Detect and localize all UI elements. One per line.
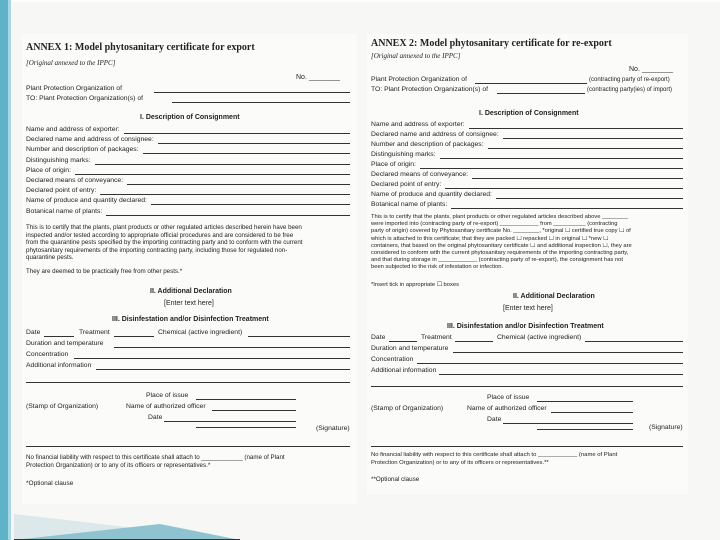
fill-line <box>420 168 683 169</box>
consignment-field-label: Name and address of exporter: <box>26 126 120 133</box>
consignment-field-label: Declared means of conveyance: <box>371 171 469 178</box>
annex1-subtitle: [Original annexed to the IPPC] <box>26 59 116 67</box>
annex2-date-label: Date <box>371 334 386 341</box>
consignment-field-label: Distinguishing marks: <box>26 156 91 164</box>
text-line: were imported into (contracting party of re-export) ____________ from __________ (contracting <box>371 221 618 228</box>
annex2-header-field: Plant Protection Organization of <box>371 76 467 83</box>
annex1-signature-label: (Signature) <box>316 425 350 432</box>
annex2-stamp-label: (Stamp of Organization) <box>371 405 444 412</box>
fill-line <box>451 208 683 209</box>
fill-line <box>453 352 683 353</box>
annex2-section1-title: I. Description of Consignment <box>479 110 579 117</box>
annex2-header-suffix: (contracting party of re-export) <box>589 77 670 83</box>
annex1-section1-title: I. Description of Consignment <box>140 114 240 121</box>
fill-line <box>44 336 74 337</box>
consignment-field-label: Declared point of entry: <box>371 181 442 188</box>
annex2-optional-clause: **Optional clause <box>371 476 420 483</box>
text-line: quarantine pests. <box>26 254 74 262</box>
consignment-field-label: Name and address of exporter: <box>371 121 465 128</box>
fill-line <box>172 102 350 103</box>
fill-line <box>26 446 350 447</box>
fill-line <box>95 164 350 165</box>
fill-line <box>106 215 350 216</box>
fill-line <box>96 369 350 370</box>
annex1-deemed-text <box>26 268 352 276</box>
annex1-section3-title: III. Disinfestation and/or Disinfection Treatment <box>112 316 269 323</box>
annex1-header-field: TO: Plant Protection Organization(s) of <box>26 95 143 102</box>
fill-line <box>497 93 585 94</box>
fill-line <box>114 336 154 337</box>
fill-line <box>503 138 683 139</box>
text-line: containers, that based on the original phytosanitary certificate ☐ and additional inspection ☐, they are <box>371 242 632 249</box>
annex1-header-field: Plant Protection Organization of <box>26 85 122 92</box>
consignment-field-label: Name of produce and quantity declared: <box>26 197 147 205</box>
text-line: Protection Organization) or to any of its officers or representatives.** <box>371 459 549 466</box>
fill-line <box>164 421 296 422</box>
annex2-title: ANNEX 2: Model phytosanitary certificate for re-export <box>371 38 612 49</box>
annex2-enter-text: [Enter text here] <box>503 305 553 312</box>
annex2-number: No. ________ <box>629 66 673 73</box>
annex2-place-label: Place of issue <box>487 394 530 401</box>
text-line: They are deemed to be practically free from other pests.* <box>26 268 183 275</box>
annex1-date-label: Date <box>26 329 41 336</box>
annex1-officer-label: Name of authorized officer <box>126 403 206 410</box>
text-line: This is to certify that the plants, plant products or other regulated articles described above ________ <box>371 214 628 220</box>
consignment-field-label: Declared name and address of consignee: <box>26 136 154 144</box>
annex2-chemical-label: Chemical (active ingredient) <box>497 334 582 341</box>
consignment-field-label: Declared name and address of consignee: <box>371 131 499 138</box>
annex1-certification-text <box>26 224 352 262</box>
fill-line <box>371 446 683 447</box>
consignment-field-label: Declared means of conveyance: <box>26 177 124 184</box>
fill-line <box>124 133 350 134</box>
annex1-treatment-field: Concentration <box>26 351 69 358</box>
annex2-treatment-label: Treatment <box>421 334 452 341</box>
fill-line <box>127 184 350 185</box>
text-line: inspected and/or tested according to appropriate official procedures and are considered to be free <box>26 231 294 239</box>
fill-line <box>469 128 683 129</box>
annex2-officer-label: Name of authorized officer <box>467 405 547 412</box>
annex2-section2-title: II. Additional Declaration <box>513 293 595 300</box>
fill-line <box>158 143 350 144</box>
text-line: which is attached to this certificate; that they are packed ☐ repacked ☐ in original ☐ *new ☐ <box>371 235 609 242</box>
annex2-document <box>367 34 688 494</box>
consignment-field-label: Botanical name of plants: <box>371 201 448 208</box>
text-line: and that during storage in ____________ (contracting party of re-export), the consignment has not <box>371 257 624 264</box>
text-line: from the quarantine pests specified by the importing contracting party and to conform with the current <box>26 239 303 247</box>
consignment-field-label: Number and description of packages: <box>371 141 484 148</box>
fill-line <box>455 341 493 342</box>
fill-line <box>496 198 683 199</box>
annex2-certification-text <box>371 214 685 272</box>
fill-line <box>503 423 633 424</box>
fill-line <box>75 174 350 175</box>
fill-line <box>154 92 350 93</box>
fill-line <box>537 429 633 430</box>
fill-line <box>114 347 350 348</box>
consignment-field-label: Place of origin: <box>371 161 416 168</box>
fill-line <box>440 158 683 159</box>
annex1-place-label: Place of issue <box>146 392 189 399</box>
page-curl-decoration <box>0 510 240 540</box>
annex2-insert-tick: *Insert tick in appropriate ☐ boxes <box>371 282 460 288</box>
annex1-title: ANNEX 1: Model phytosanitary certificate for export <box>26 42 255 53</box>
consignment-field-label: Botanical name of plants: <box>26 207 103 215</box>
annex1-treatment-label: Treatment <box>79 329 110 336</box>
fill-line <box>537 401 633 402</box>
accent-bar <box>0 0 8 540</box>
consignment-field-label: Name of produce and quantity declared: <box>371 191 492 198</box>
fill-line <box>551 412 633 413</box>
annex1-number: No. ________ <box>296 74 340 81</box>
fill-line <box>151 204 350 205</box>
fill-line <box>74 358 350 359</box>
text-line: considered to conform with the current phytosanitary requirements of the importing contracting party, <box>371 250 629 257</box>
text-line: been subjected to the risk of infestation or infection. <box>371 264 504 271</box>
fill-line <box>445 188 683 189</box>
annex2-treatment-field: Additional information <box>371 367 437 374</box>
fill-line <box>212 410 296 411</box>
fill-line <box>439 374 683 375</box>
annex2-header-suffix: (contracting party(ies) of import) <box>587 87 673 93</box>
fill-line <box>472 178 683 179</box>
annex2-date2-label: Date <box>487 416 502 423</box>
annex1-treatment-field: Duration and temperature <box>26 340 104 347</box>
annex2-section3-title: III. Disinfestation and/or Disinfection Treatment <box>447 323 604 330</box>
annex1-optional-clause: *Optional clause <box>26 480 74 487</box>
annex1-section2-title: II. Additional Declaration <box>150 288 232 295</box>
annex2-header-field: TO: Plant Protection Organization(s) of <box>371 86 488 93</box>
annex1-chemical-label: Chemical (active ingredient) <box>158 329 243 336</box>
consignment-field-label: Distinguishing marks: <box>371 151 436 158</box>
text-line: No financial liability with respect to this certificate shall attach to ____________ (name of Plant <box>26 454 285 461</box>
annex2-treatment-field: Concentration <box>371 356 414 363</box>
text-line: No financial liability with respect to this certificate shall attach to ____________ (name of Plant <box>371 452 618 458</box>
text-line: Protection Organization) or to any of its officers or representatives.* <box>26 461 211 469</box>
fill-line <box>100 194 350 195</box>
accent-bar-light <box>8 0 11 540</box>
text-line: phytosanitary requirements of the importing contracting party, including those for regulated non- <box>26 246 288 254</box>
fill-line <box>585 341 683 342</box>
fill-line <box>417 363 683 364</box>
annex1-date2-label: Date <box>148 414 163 421</box>
text-line: This is to certify that the plants, plant products or other regulated articles described herein have been <box>26 224 302 231</box>
annex2-treatment-field: Duration and temperature <box>371 345 449 352</box>
fill-line <box>196 427 296 428</box>
fill-line <box>196 399 296 400</box>
text-line: party of origin) covered by Phytosanitary certificate No. ________, *original ☐ certified true copy ☐ of <box>371 228 631 235</box>
consignment-field-label: Place of origin: <box>26 166 71 174</box>
fill-line <box>371 386 683 387</box>
consignment-field-label: Declared point of entry: <box>26 187 97 195</box>
fill-line <box>26 382 350 383</box>
consignment-field-label: Number and description of packages: <box>26 146 139 154</box>
annex1-document <box>22 34 357 504</box>
annex1-liability-text <box>26 454 352 469</box>
fill-line <box>389 341 417 342</box>
annex1-stamp-label: (Stamp of Organization) <box>26 403 99 410</box>
fill-line <box>143 153 350 154</box>
annex1-enter-text: [Enter text here] <box>164 300 214 307</box>
annex2-subtitle: [Original annexed to the IPPC] <box>371 52 461 60</box>
fill-line <box>488 148 683 149</box>
annex1-treatment-field: Additional information <box>26 362 92 369</box>
annex2-signature-label: (Signature) <box>649 424 683 431</box>
fill-line <box>475 83 587 84</box>
annex2-liability-text <box>371 452 685 467</box>
fill-line <box>248 336 350 337</box>
